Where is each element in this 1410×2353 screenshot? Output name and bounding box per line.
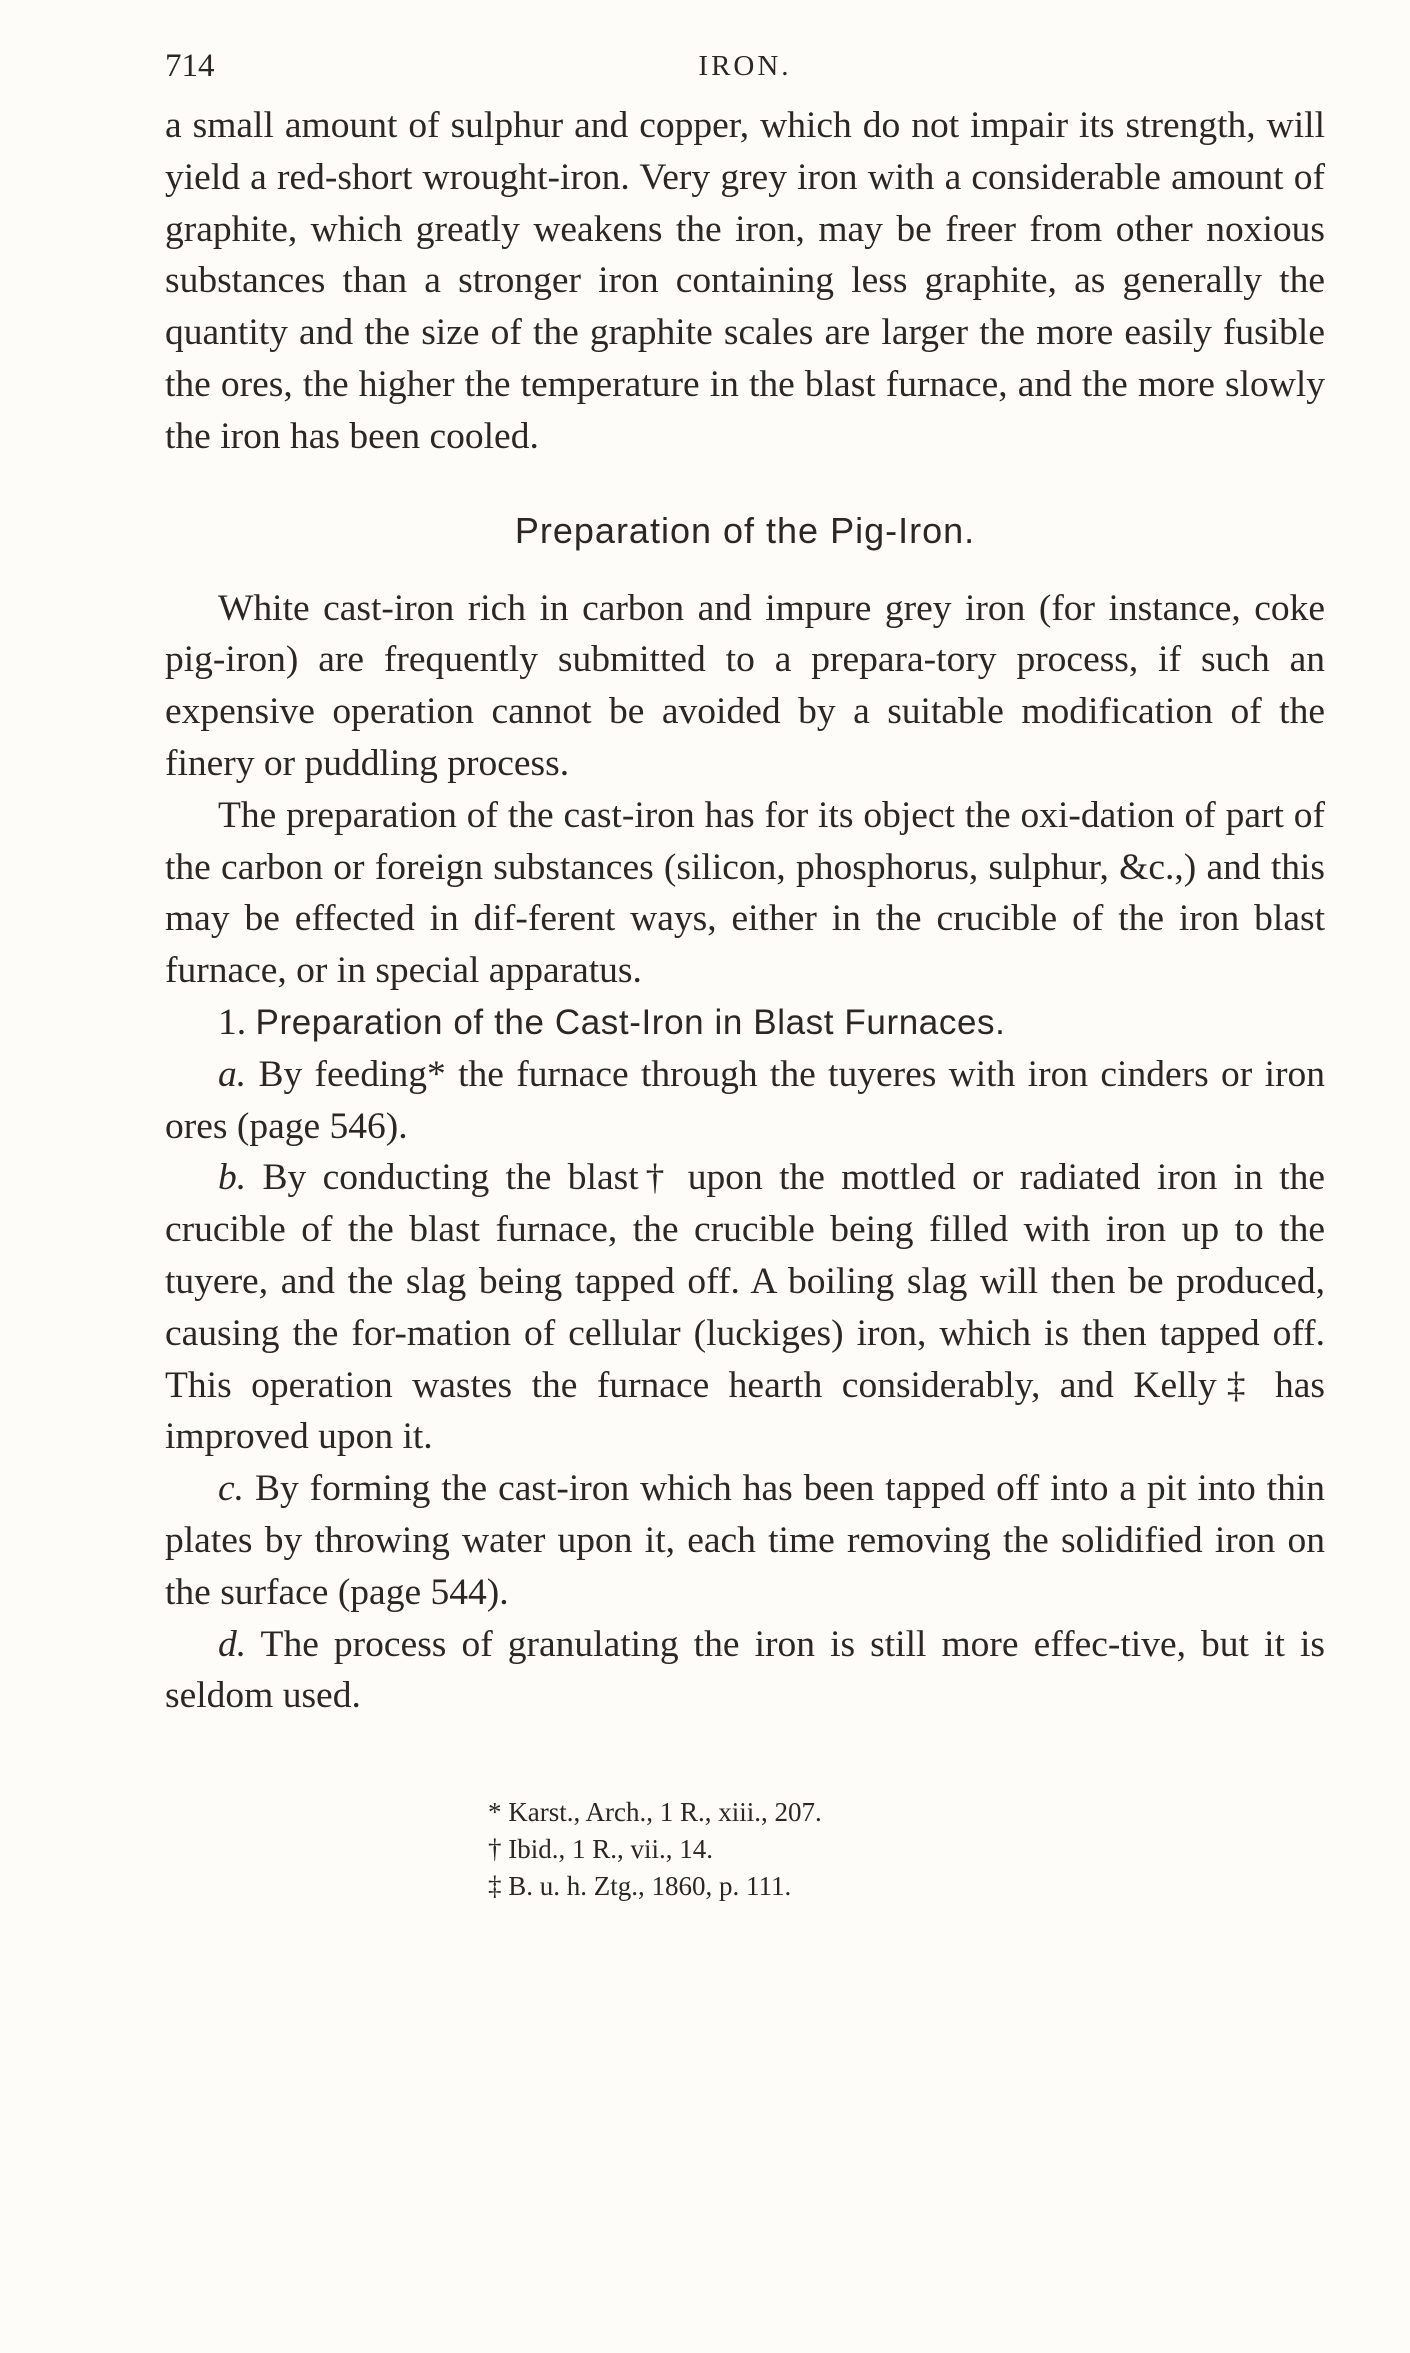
subsection-number: 1.: [218, 1001, 247, 1043]
paragraph-1: White cast-iron rich in carbon and impure grey iron (for instance, coke pig-iron) are frequently submitted to a prepara-tory process, if such an expensive operation cannot be avoided by a suitable modification of the finery or puddling process.: [165, 587, 1325, 784]
footnotes: [165, 1794, 1325, 1905]
item-text: By forming the cast-iron which has been tapped off into a pit into thin plates by throwing water upon it, each time removing the solidified iron on the surface (page 544).: [165, 1468, 1326, 1613]
item-letter: c.: [218, 1468, 245, 1510]
item-letter: d.: [218, 1623, 247, 1665]
running-title: IRON.: [698, 50, 792, 82]
running-head: [165, 40, 1325, 100]
item-letter: b.: [218, 1157, 247, 1199]
subsection-title: Preparation of the Cast-Iron in Blast Furnaces.: [255, 1002, 1006, 1042]
item-text: The process of granulating the iron is still more effec-tive, but it is seldom used.: [165, 1623, 1325, 1717]
footnote: [488, 1794, 1325, 1831]
item-text: By feeding* the furnace through the tuyeres with iron cinders or iron ores (page 546).: [165, 1053, 1325, 1147]
page: [165, 40, 1325, 1905]
footnote-text: B. u. h. Ztg., 1860, p. 111.: [508, 1871, 792, 1902]
footnote-text: Karst., Arch., 1 R., xiii., 207.: [508, 1797, 822, 1828]
footnote-mark: *: [488, 1797, 502, 1828]
list-item: [165, 1463, 1325, 1618]
list-item: [165, 1152, 1325, 1463]
footnote-text: Ibid., 1 R., vii., 14.: [508, 1834, 714, 1865]
body-text: [165, 100, 1325, 1722]
paragraph-intro: a small amount of sulphur and copper, which do not impair its strength, will yield a red-short wrought-iron. Very grey iron with a considerable amount of graphite, which greatly weakens the iron, may be freer from other noxious substances than a stronger iron containing less graphite, as generally the quantity and the size of the graphite scales are larger the more easily fusible the ores, the higher the temperature in the blast furnace, and the more slowly the iron has been cooled.: [165, 105, 1325, 457]
page-number: 714: [165, 48, 215, 84]
footnote-mark: ‡: [488, 1871, 502, 1902]
footnote-mark: †: [488, 1834, 502, 1865]
item-text: By conducting the blast† upon the mottled or radiated iron in the crucible of the blast furnace, the crucible being filled with iron up to the tuyere, and the slag being tapped off. A boiling slag will then be produced, causing the for-mation of cellular (luckiges) iron, which is then tapped off. This operation wastes the furnace hearth considerably, and Kelly‡ has improved upon it.: [165, 1157, 1326, 1458]
list-item: [165, 1049, 1325, 1153]
subsection-heading: [165, 997, 1325, 1049]
section-heading: Preparation of the Pig-Iron.: [514, 509, 976, 551]
list-item: [165, 1619, 1325, 1723]
footnote: [488, 1868, 1325, 1905]
paragraph-2: The preparation of the cast-iron has for its object the oxi-dation of part of the carbon or foreign substances (silicon, phosphorus, sulphur, &c.,) and this may be effected in dif-ferent ways, either in the crucible of the iron blast furnace, or in special apparatus.: [165, 794, 1325, 992]
item-letter: a.: [218, 1053, 247, 1095]
footnote: [488, 1831, 1325, 1868]
